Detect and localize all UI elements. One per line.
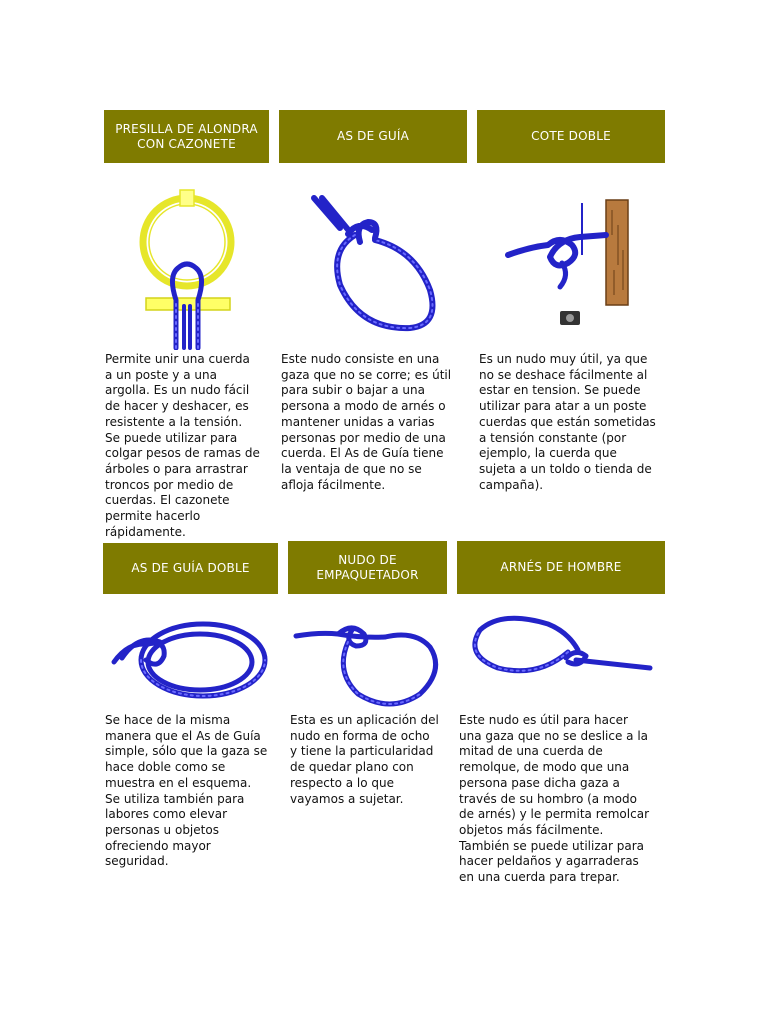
- shoulder-harness-figure: [468, 610, 658, 685]
- description-line: para subir o bajar a una: [281, 383, 425, 398]
- ring-inner: [149, 204, 225, 280]
- description-line: no se deshace fácilmente al: [479, 367, 648, 382]
- description-line: respecto a lo que: [290, 775, 395, 790]
- card-description-as-de-guia-doble: [105, 713, 283, 870]
- double-hitch-figure: [500, 195, 640, 335]
- description-line: Se puede utilizar para: [105, 430, 238, 445]
- harness-loop: [475, 618, 578, 671]
- description-line: rápidamente.: [105, 524, 186, 539]
- packer-knot-turns: [296, 628, 385, 646]
- description-line: personas u objetos: [105, 822, 219, 837]
- card-description-as-de-guia: [281, 352, 471, 493]
- description-line: ejemplo, la cuerda que: [479, 446, 617, 461]
- description-line: mantener unidas a varias: [281, 414, 435, 429]
- description-line: argolla. Es un nudo fácil: [105, 383, 250, 398]
- card-title-presilla: [104, 110, 269, 163]
- card-title-as-de-guia: [279, 110, 467, 163]
- bowline-loop: [337, 235, 432, 328]
- card-title-text: AS DE GUÍA DOBLE: [131, 561, 250, 575]
- description-line: en una cuerda para trepar.: [459, 870, 620, 885]
- description-line: de hacer y deshacer, es: [105, 399, 249, 414]
- card-description-empaquetador: [290, 713, 452, 807]
- camera-lens: [566, 314, 574, 322]
- card-title-text: ARNÉS DE HOMBRE: [500, 560, 622, 574]
- description-line: nudo en forma de ocho: [290, 728, 430, 743]
- description-line: personas por medio de una: [281, 430, 446, 445]
- card-title-arnes-de-hombre: [457, 541, 665, 594]
- card-title-cote-doble: [477, 110, 665, 163]
- card-title-text: PRESILLA DE ALONDRA CON CAZONETE: [115, 121, 258, 151]
- description-line: muestra en el esquema.: [105, 775, 252, 790]
- description-line: troncos por medio de: [105, 477, 234, 492]
- card-description-presilla: [105, 352, 275, 540]
- description-line: a tensión constante (por: [479, 430, 627, 445]
- packer-loop-texture: [343, 642, 420, 704]
- description-line: Permite unir una cuerda: [105, 352, 250, 366]
- description-line: gaza que no se corre; es útil: [281, 367, 452, 382]
- ring-shape: [143, 198, 231, 286]
- description-line: de arnés) y le permita remolcar: [459, 807, 649, 822]
- description-line: campaña).: [479, 477, 544, 492]
- description-line: una gaza que no se deslice a la: [459, 728, 649, 743]
- description-line: hace doble como se: [105, 760, 226, 775]
- description-line: Se utiliza también para: [105, 791, 245, 806]
- description-line: Se hace de la misma: [105, 713, 231, 727]
- hitch-rope: [508, 235, 606, 265]
- card-title-text: NUDO DE EMPAQUETADOR: [316, 552, 419, 582]
- description-line: objetos más fácilmente.: [459, 822, 604, 837]
- description-line: mitad de una cuerda de: [459, 744, 603, 759]
- description-line: de quedar plano con: [290, 760, 414, 775]
- description-line: cuerdas. El cazonete: [105, 493, 230, 508]
- description-line: colgar pesos de ramas de: [105, 446, 260, 461]
- bowline-loop-texture: [337, 235, 432, 328]
- description-line: persona pase dicha gaza a: [459, 775, 620, 790]
- description-line: la ventaja de que no se: [281, 461, 422, 476]
- card-title-as-de-guia-doble: [103, 543, 278, 594]
- description-line: sujeta a un toldo o tienda de: [479, 461, 652, 476]
- description-line: permite hacerlo: [105, 509, 201, 524]
- wooden-post: [606, 200, 628, 305]
- card-title-empaquetador: [288, 541, 447, 594]
- rope-loop-inner: [184, 306, 190, 348]
- description-line: y tiene la particularidad: [290, 744, 434, 759]
- description-line: cuerdas que están sometidas: [479, 414, 656, 429]
- description-line: Esta es un aplicación del: [290, 713, 439, 727]
- description-line: resistente a la tensión.: [105, 414, 243, 429]
- double-bowline-figure: [108, 612, 273, 707]
- description-line: afloja fácilmente.: [281, 477, 386, 492]
- double-loop-inner: [148, 634, 252, 690]
- description-line: Este nudo es útil para hacer: [459, 713, 628, 727]
- card-title-text: AS DE GUÍA: [336, 129, 410, 143]
- card-description-cote-doble: [479, 352, 669, 493]
- packer-knot-figure: [290, 612, 445, 712]
- description-line: vayamos a sujetar.: [290, 791, 404, 806]
- description-line: remolque, de modo que una: [459, 760, 630, 775]
- description-line: árboles o para arrastrar: [105, 461, 248, 476]
- description-line: manera que el As de Guía: [105, 728, 261, 743]
- description-line: Este nudo consiste en una: [281, 352, 440, 366]
- description-line: seguridad.: [105, 854, 169, 869]
- description-line: a un poste y a una: [105, 367, 217, 382]
- description-line: estar en tension. Se puede: [479, 383, 641, 398]
- description-line: Es un nudo muy útil, ya que: [479, 352, 648, 366]
- bowline-knot-figure: [300, 190, 450, 340]
- description-line: utilizar para atar a un poste: [479, 399, 647, 414]
- description-line: cuerda. El As de Guía tiene: [281, 446, 444, 461]
- description-line: persona a modo de arnés o: [281, 399, 446, 414]
- description-line: simple, sólo que la gaza se: [105, 744, 268, 759]
- alondra-knot-figure: [132, 180, 242, 350]
- description-line: También se puede utilizar para: [459, 838, 644, 853]
- harness-knot: [566, 652, 650, 668]
- description-line: hacer peldaños y agarraderas: [459, 854, 639, 869]
- card-description-arnes-de-hombre: [459, 713, 664, 886]
- ring-clamp: [180, 190, 194, 206]
- description-line: través de su hombro (a modo: [459, 791, 637, 806]
- bowline-knot-turns: [314, 198, 376, 242]
- card-title-text: COTE DOBLE: [531, 129, 611, 143]
- description-line: labores como elevar: [105, 807, 228, 822]
- description-line: ofreciendo mayor: [105, 838, 211, 853]
